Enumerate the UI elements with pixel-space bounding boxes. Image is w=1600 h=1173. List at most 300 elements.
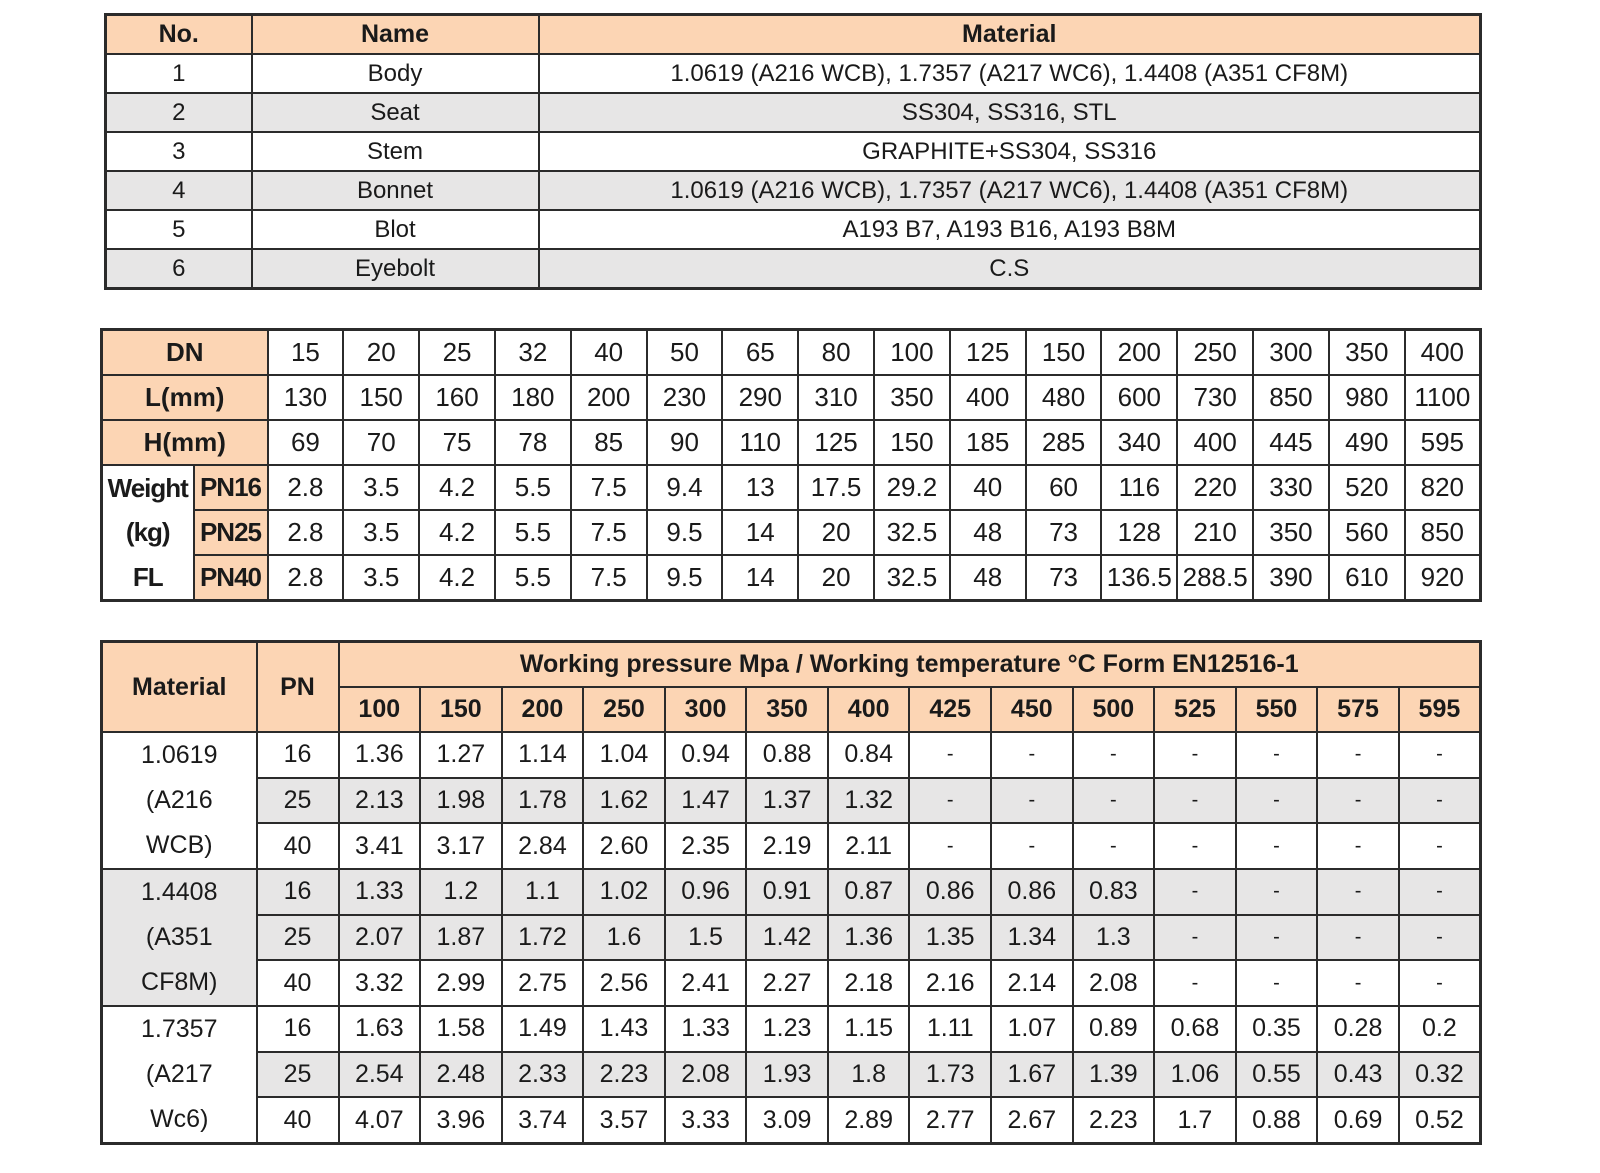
material-line: WCB): [145, 831, 213, 859]
material-line: CF8M): [141, 968, 218, 996]
pressure-cell: 2.67: [991, 1097, 1073, 1143]
dim-cell: 400: [950, 375, 1026, 420]
pn-cell: 25: [257, 778, 339, 824]
dim-cell: 400: [1177, 420, 1253, 465]
pressure-cell: -: [1399, 960, 1481, 1006]
pressure-cell: 1.5: [665, 915, 747, 961]
weight-cell: 9.5: [647, 510, 723, 555]
material-group-cell: [102, 732, 257, 869]
pressure-cell: 2.35: [665, 823, 747, 869]
pressure-cell: 0.89: [1073, 1006, 1155, 1052]
part-name: Seat: [252, 93, 539, 132]
pressure-cell: 2.14: [991, 960, 1073, 1006]
parts-row: [106, 210, 1481, 249]
dim-cell: 69: [268, 420, 344, 465]
weight-cell: 20: [798, 555, 874, 601]
dim-cell: 350: [1329, 330, 1405, 376]
dim-cell: 50: [647, 330, 723, 376]
weight-cell: 820: [1405, 465, 1481, 510]
pressure-cell: 1.73: [909, 1052, 991, 1098]
pressure-cell: -: [1073, 732, 1155, 778]
pressure-row: [102, 869, 1481, 915]
weight-cell: 210: [1177, 510, 1253, 555]
pressure-cell: 3.96: [420, 1097, 502, 1143]
pressure-cell: 1.42: [746, 915, 828, 961]
pressure-row: [102, 1097, 1481, 1143]
pressure-cell: 2.27: [746, 960, 828, 1006]
dim-cell: 150: [874, 420, 950, 465]
pressure-cell: 1.36: [339, 732, 421, 778]
pressure-header-row: [102, 642, 1481, 688]
dim-cell: 32: [495, 330, 571, 376]
weight-cell: 288.5: [1177, 555, 1253, 601]
part-name: Bonnet: [252, 171, 539, 210]
part-material: 1.0619 (A216 WCB), 1.7357 (A217 WC6), 1.4408 (A351 CF8M): [539, 171, 1481, 210]
pn-label: PN25: [194, 510, 268, 555]
material-line: (A217: [145, 1060, 213, 1088]
pressure-cell: 1.8: [828, 1052, 910, 1098]
weight-cell: 4.2: [419, 465, 495, 510]
pressure-cell: 2.13: [339, 778, 421, 824]
pressure-cell: 1.2: [420, 869, 502, 915]
pressure-cell: 1.93: [746, 1052, 828, 1098]
pressure-cell: 3.41: [339, 823, 421, 869]
weight-cell: 32.5: [874, 510, 950, 555]
weight-cell: 128: [1101, 510, 1177, 555]
weight-cell: 32.5: [874, 555, 950, 601]
part-number: 4: [106, 171, 252, 210]
part-number: 3: [106, 132, 252, 171]
pressure-cell: -: [909, 778, 991, 824]
dim-cell: 100: [874, 330, 950, 376]
pressure-cell: 0.86: [991, 869, 1073, 915]
pressure-cell: 2.89: [828, 1097, 910, 1143]
dim-cell: 130: [268, 375, 344, 420]
pressure-cell: 0.35: [1236, 1006, 1318, 1052]
pressure-cell: 1.6: [583, 915, 665, 961]
weight-cell: 5.5: [495, 555, 571, 601]
pressure-cell: 2.56: [583, 960, 665, 1006]
pressure-cell: -: [1154, 869, 1236, 915]
material-line: Wc6): [150, 1105, 209, 1133]
pn-cell: 40: [257, 823, 339, 869]
pressure-cell: 0.88: [746, 732, 828, 778]
dim-cell: 90: [647, 420, 723, 465]
part-material: C.S: [539, 249, 1481, 289]
weight-cell: 2.8: [268, 510, 344, 555]
part-number: 6: [106, 249, 252, 289]
pressure-cell: 0.88: [1236, 1097, 1318, 1143]
dim-cell: 200: [1101, 330, 1177, 376]
pressure-cell: -: [909, 823, 991, 869]
dim-cell: 65: [722, 330, 798, 376]
parts-row: [106, 171, 1481, 210]
pressure-cell: -: [1236, 915, 1318, 961]
pressure-row: [102, 778, 1481, 824]
pressure-cell: 0.68: [1154, 1006, 1236, 1052]
weight-cell: 2.8: [268, 555, 344, 601]
pressure-cell: 3.74: [502, 1097, 584, 1143]
dim-cell: 730: [1177, 375, 1253, 420]
dim-cell: 1100: [1405, 375, 1481, 420]
pressure-cell: 1.34: [991, 915, 1073, 961]
pressure-cell: -: [1399, 915, 1481, 961]
pressure-title: Working pressure Mpa / Working temperature °C Form EN12516-1: [339, 642, 1481, 688]
pressure-cell: 0.91: [746, 869, 828, 915]
weight-cell: 850: [1405, 510, 1481, 555]
pressure-cell: 2.23: [583, 1052, 665, 1098]
temperature-cell: 425: [909, 687, 991, 732]
weight-cell: 920: [1405, 555, 1481, 601]
weight-cell: 330: [1253, 465, 1329, 510]
weight-cell: 7.5: [571, 555, 647, 601]
pn-label: PN16: [194, 465, 268, 510]
pressure-cell: 2.84: [502, 823, 584, 869]
pressure-cell: -: [991, 823, 1073, 869]
pn-cell: 40: [257, 1097, 339, 1143]
dim-cell: 285: [1026, 420, 1102, 465]
parts-header-row: [106, 15, 1481, 55]
part-material: GRAPHITE+SS304, SS316: [539, 132, 1481, 171]
pressure-cell: -: [1154, 960, 1236, 1006]
weight-cell: 14: [722, 510, 798, 555]
weight-cell: 73: [1026, 510, 1102, 555]
length-row: [102, 375, 1481, 420]
temperature-cell: 100: [339, 687, 421, 732]
pressure-cell: -: [991, 778, 1073, 824]
pressure-cell: -: [1399, 823, 1481, 869]
pressure-cell: -: [1399, 869, 1481, 915]
material-line: (A351: [145, 923, 213, 951]
part-number: 1: [106, 54, 252, 93]
temperature-cell: 300: [665, 687, 747, 732]
weight-cell: 9.5: [647, 555, 723, 601]
material-line: 1.7357: [141, 1015, 218, 1043]
pressure-cell: 0.83: [1073, 869, 1155, 915]
pressure-cell: -: [1236, 778, 1318, 824]
pressure-cell: 2.08: [665, 1052, 747, 1098]
weight-cell: 17.5: [798, 465, 874, 510]
dim-cell: 85: [571, 420, 647, 465]
pressure-cell: 3.57: [583, 1097, 665, 1143]
pressure-row: [102, 960, 1481, 1006]
weight-cell: 29.2: [874, 465, 950, 510]
parts-row: [106, 54, 1481, 93]
dim-cell: 250: [1177, 330, 1253, 376]
weight-cell: 40: [950, 465, 1026, 510]
weight-label-line: FL: [102, 555, 194, 601]
pressure-cell: -: [1154, 823, 1236, 869]
pressure-cell: 2.77: [909, 1097, 991, 1143]
dim-cell: 310: [798, 375, 874, 420]
dim-cell: 400: [1405, 330, 1481, 376]
dim-cell: 15: [268, 330, 344, 376]
dim-cell: 160: [419, 375, 495, 420]
pressure-cell: -: [1154, 732, 1236, 778]
parts-row: [106, 249, 1481, 289]
pressure-cell: 2.16: [909, 960, 991, 1006]
temperature-cell: 550: [1236, 687, 1318, 732]
temperature-cell: 150: [420, 687, 502, 732]
weight-cell: 3.5: [343, 465, 419, 510]
material-group-cell: [102, 1006, 257, 1144]
pressure-cell: 1.7: [1154, 1097, 1236, 1143]
pressure-cell: 1.11: [909, 1006, 991, 1052]
pressure-cell: -: [1236, 960, 1318, 1006]
pressure-cell: 0.87: [828, 869, 910, 915]
temperature-cell: 200: [502, 687, 584, 732]
parts-material-table: [104, 13, 1482, 290]
pn-cell: 16: [257, 732, 339, 778]
length-label: L(mm): [102, 375, 268, 420]
dim-cell: 850: [1253, 375, 1329, 420]
dim-cell: 230: [647, 375, 723, 420]
parts-row: [106, 93, 1481, 132]
pressure-cell: -: [1399, 778, 1481, 824]
pressure-cell: 1.02: [583, 869, 665, 915]
dim-cell: 125: [950, 330, 1026, 376]
temperature-cell: 575: [1317, 687, 1399, 732]
pressure-cell: -: [1236, 823, 1318, 869]
weight-cell: 390: [1253, 555, 1329, 601]
pressure-cell: 1.33: [339, 869, 421, 915]
material-line: 1.0619: [141, 741, 218, 769]
pressure-cell: -: [909, 732, 991, 778]
dim-cell: 150: [1026, 330, 1102, 376]
temperature-cell: 350: [746, 687, 828, 732]
pressure-cell: 0.55: [1236, 1052, 1318, 1098]
pressure-cell: 1.63: [339, 1006, 421, 1052]
dn-label: DN: [102, 330, 268, 376]
dim-cell: 110: [722, 420, 798, 465]
pressure-cell: 0.52: [1399, 1097, 1481, 1143]
pressure-cell: -: [1317, 960, 1399, 1006]
header-material: Material: [539, 15, 1481, 55]
material-group-cell: [102, 869, 257, 1006]
pressure-cell: 2.99: [420, 960, 502, 1006]
pressure-cell: -: [1317, 732, 1399, 778]
weight-cell: 7.5: [571, 510, 647, 555]
pressure-cell: 3.09: [746, 1097, 828, 1143]
weight-cell: 5.5: [495, 465, 571, 510]
pressure-cell: 1.43: [583, 1006, 665, 1052]
part-name: Body: [252, 54, 539, 93]
weight-cell: 2.8: [268, 465, 344, 510]
pressure-cell: 2.23: [1073, 1097, 1155, 1143]
pressure-cell: 1.06: [1154, 1052, 1236, 1098]
dim-cell: 290: [722, 375, 798, 420]
weight-cell: 560: [1329, 510, 1405, 555]
pn-header: PN: [257, 642, 339, 733]
pressure-cell: 1.23: [746, 1006, 828, 1052]
pressure-cell: -: [1154, 915, 1236, 961]
pressure-row: [102, 1052, 1481, 1098]
pressure-cell: 2.48: [420, 1052, 502, 1098]
pressure-cell: 0.32: [1399, 1052, 1481, 1098]
pressure-cell: 0.2: [1399, 1006, 1481, 1052]
pressure-cell: 1.35: [909, 915, 991, 961]
temperature-cell: 250: [583, 687, 665, 732]
weight-cell: 3.5: [343, 555, 419, 601]
pressure-cell: 0.94: [665, 732, 747, 778]
pn-cell: 40: [257, 960, 339, 1006]
pressure-cell: -: [1073, 823, 1155, 869]
pn-cell: 25: [257, 915, 339, 961]
weight-cell: 5.5: [495, 510, 571, 555]
dim-cell: 200: [571, 375, 647, 420]
weight-cell: 4.2: [419, 510, 495, 555]
pressure-cell: 3.17: [420, 823, 502, 869]
pressure-cell: -: [1073, 778, 1155, 824]
dim-cell: 600: [1101, 375, 1177, 420]
pressure-cell: 1.47: [665, 778, 747, 824]
temperature-cell: 595: [1399, 687, 1481, 732]
weight-cell: 136.5: [1101, 555, 1177, 601]
pn-cell: 16: [257, 869, 339, 915]
pressure-cell: 3.33: [665, 1097, 747, 1143]
pressure-cell: 0.86: [909, 869, 991, 915]
weight-cell: 7.5: [571, 465, 647, 510]
pressure-cell: 1.3: [1073, 915, 1155, 961]
dim-cell: 445: [1253, 420, 1329, 465]
pressure-cell: 2.33: [502, 1052, 584, 1098]
weight-cell: 48: [950, 510, 1026, 555]
pressure-row: [102, 823, 1481, 869]
dim-cell: 980: [1329, 375, 1405, 420]
weight-cell: 9.4: [647, 465, 723, 510]
weight-row: [102, 510, 1481, 555]
pressure-temperature-table: [100, 640, 1482, 1145]
pressure-row: [102, 732, 1481, 778]
pressure-cell: 1.72: [502, 915, 584, 961]
temperature-cell: 400: [828, 687, 910, 732]
dim-cell: 70: [343, 420, 419, 465]
dim-cell: 595: [1405, 420, 1481, 465]
dimension-weight-table: [100, 328, 1482, 602]
pressure-cell: 0.96: [665, 869, 747, 915]
weight-cell: 220: [1177, 465, 1253, 510]
weight-cell: 14: [722, 555, 798, 601]
height-row: [102, 420, 1481, 465]
pressure-cell: 1.32: [828, 778, 910, 824]
part-material: 1.0619 (A216 WCB), 1.7357 (A217 WC6), 1.4408 (A351 CF8M): [539, 54, 1481, 93]
dim-cell: 40: [571, 330, 647, 376]
pressure-cell: 0.28: [1317, 1006, 1399, 1052]
pressure-cell: 1.58: [420, 1006, 502, 1052]
part-name: Blot: [252, 210, 539, 249]
pressure-cell: 1.62: [583, 778, 665, 824]
weight-cell: 350: [1253, 510, 1329, 555]
part-name: Stem: [252, 132, 539, 171]
part-name: Eyebolt: [252, 249, 539, 289]
weight-label-line: (kg): [102, 510, 194, 555]
pressure-cell: 0.69: [1317, 1097, 1399, 1143]
pressure-cell: 1.07: [991, 1006, 1073, 1052]
pn-cell: 16: [257, 1006, 339, 1052]
weight-cell: 116: [1101, 465, 1177, 510]
pressure-cell: 2.41: [665, 960, 747, 1006]
weight-row: [102, 555, 1481, 601]
pressure-cell: -: [1236, 869, 1318, 915]
pressure-row: [102, 915, 1481, 961]
dim-cell: 75: [419, 420, 495, 465]
pressure-cell: 2.60: [583, 823, 665, 869]
pressure-cell: 1.78: [502, 778, 584, 824]
weight-label-line: Weight: [102, 465, 194, 510]
pressure-cell: -: [1317, 869, 1399, 915]
dim-cell: 25: [419, 330, 495, 376]
pressure-cell: 2.07: [339, 915, 421, 961]
pressure-cell: 1.27: [420, 732, 502, 778]
pressure-cell: 2.54: [339, 1052, 421, 1098]
dim-cell: 80: [798, 330, 874, 376]
part-material: A193 B7, A193 B16, A193 B8M: [539, 210, 1481, 249]
pn-label: PN40: [194, 555, 268, 601]
pressure-cell: 0.84: [828, 732, 910, 778]
pressure-cell: 1.87: [420, 915, 502, 961]
weight-cell: 73: [1026, 555, 1102, 601]
height-label: H(mm): [102, 420, 268, 465]
pressure-cell: 2.19: [746, 823, 828, 869]
pressure-cell: 1.15: [828, 1006, 910, 1052]
weight-cell: 520: [1329, 465, 1405, 510]
header-no: No.: [106, 15, 252, 55]
pressure-cell: 1.14: [502, 732, 584, 778]
pressure-cell: 4.07: [339, 1097, 421, 1143]
pressure-cell: 1.49: [502, 1006, 584, 1052]
dim-cell: 350: [874, 375, 950, 420]
temperature-cell: 525: [1154, 687, 1236, 732]
pressure-cell: 2.11: [828, 823, 910, 869]
pressure-cell: 1.67: [991, 1052, 1073, 1098]
weight-cell: 48: [950, 555, 1026, 601]
weight-cell: 4.2: [419, 555, 495, 601]
weight-row: [102, 465, 1481, 510]
pressure-cell: 3.32: [339, 960, 421, 1006]
dim-cell: 180: [495, 375, 571, 420]
dim-cell: 125: [798, 420, 874, 465]
material-line: (A216: [145, 786, 213, 814]
dn-row: [102, 330, 1481, 376]
weight-cell: 13: [722, 465, 798, 510]
part-material: SS304, SS316, STL: [539, 93, 1481, 132]
weight-cell: 3.5: [343, 510, 419, 555]
pressure-cell: 2.75: [502, 960, 584, 1006]
material-line: 1.4408: [141, 878, 218, 906]
pressure-cell: 1.98: [420, 778, 502, 824]
dim-cell: 480: [1026, 375, 1102, 420]
temperature-cell: 500: [1073, 687, 1155, 732]
dim-cell: 185: [950, 420, 1026, 465]
dim-cell: 300: [1253, 330, 1329, 376]
pressure-cell: 1.04: [583, 732, 665, 778]
pressure-cell: 1.37: [746, 778, 828, 824]
pressure-cell: 1.39: [1073, 1052, 1155, 1098]
header-name: Name: [252, 15, 539, 55]
dim-cell: 20: [343, 330, 419, 376]
material-header: Material: [102, 642, 257, 733]
pressure-cell: -: [991, 732, 1073, 778]
pressure-cell: -: [1236, 732, 1318, 778]
pn-cell: 25: [257, 1052, 339, 1098]
pressure-cell: 1.1: [502, 869, 584, 915]
pressure-cell: -: [1399, 732, 1481, 778]
temperature-cell: 450: [991, 687, 1073, 732]
pressure-cell: 0.43: [1317, 1052, 1399, 1098]
pressure-cell: 2.08: [1073, 960, 1155, 1006]
pressure-cell: -: [1317, 778, 1399, 824]
dim-cell: 490: [1329, 420, 1405, 465]
